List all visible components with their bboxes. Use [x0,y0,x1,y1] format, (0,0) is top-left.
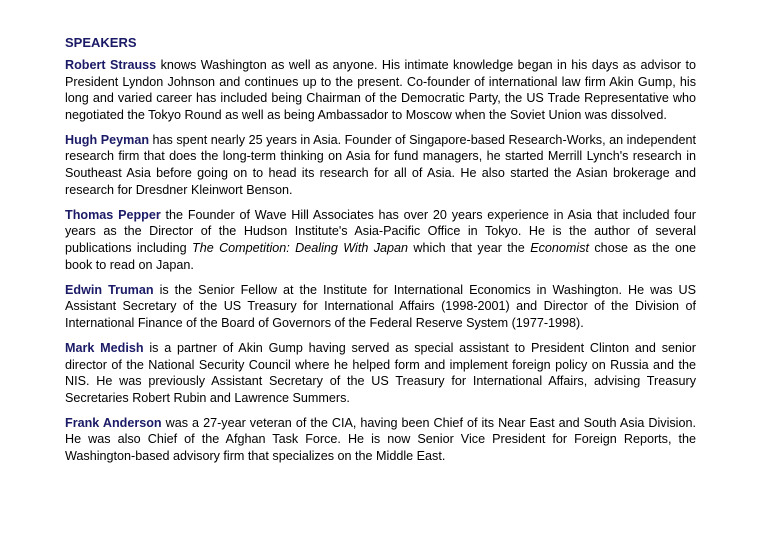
speaker-description: the Founder of Wave Hill Associates has over 20 years experience in Asia that included four years as the Director of the Hudson Institute's Asia-Pacific Office in Tokyo. He is the author of several publications including [65,207,696,255]
speaker-bio-pepper [65,207,696,273]
page-heading: SPEAKERS [65,35,137,50]
speaker-name: Edwin Truman [65,282,154,297]
publication-name: Economist [530,240,589,255]
speaker-bio-peyman [65,132,696,198]
book-title: The Competition: Dealing With Japan [192,240,409,255]
speaker-name: Mark Medish [65,340,144,355]
speaker-description: knows Washington as well as anyone. His intimate knowledge began in his days as advisor to President Lyndon Johnson and continues up to the present. Co-founder of international law firm Akin Gump, his long and varied career has included being Chairman of the Democratic Party, the US Trade Representative who negotiated the Tokyo Round as well as being Ambassador to Moscow when the Soviet Union was dissolved. [65,58,696,122]
speaker-name: Hugh Peyman [65,132,150,147]
speaker-description-cont: which that year the [408,240,531,255]
speaker-bio-strauss [65,57,696,123]
speaker-name: Frank Anderson [65,415,162,430]
speaker-description: is the Senior Fellow at the Institute for International Economics in Washington. He was US Assistant Secretary of the US Treasury for International Affairs (1998-2001) and Director of the Division of International Finance of the Board of Governors of the Federal Reserve System (1977-1998). [65,282,696,330]
speaker-bio-truman [65,282,696,332]
speaker-description: has spent nearly 25 years in Asia. Founder of Singapore-based Research-Works, an independent research firm that does the long-term thinking on Asia for fund managers, he started Merrill Lynch's research in Southeast Asia before going on to head its research for all of Asia. He also started the Asian brokerage and research for Dresdner Kleinwort Benson. [65,132,696,197]
speakers-page [65,34,696,473]
speaker-description: is a partner of Akin Gump having served as special assistant to President Clinton and senior director of the National Security Council where he helped form and implement foreign policy on Russia and the NIS. He was previously Assistant Secretary of the US Treasury for International Affairs, advising Treasury Secretaries Robert Rubin and Lawrence Summers. [65,340,696,405]
speaker-bio-anderson [65,415,696,465]
speaker-description-end: chose as the one book to read on Japan. [65,240,696,272]
speaker-name: Thomas Pepper [65,207,161,222]
speaker-description: was a 27-year veteran of the CIA, having been Chief of its Near East and South Asia Division. He was also Chief of the Afghan Task Force. He is now Senior Vice President for Foreign Reports, the Washington-based advisory firm that specializes on the Middle East. [65,415,696,463]
speaker-bio-medish [65,340,696,406]
speaker-name: Robert Strauss [65,58,157,72]
